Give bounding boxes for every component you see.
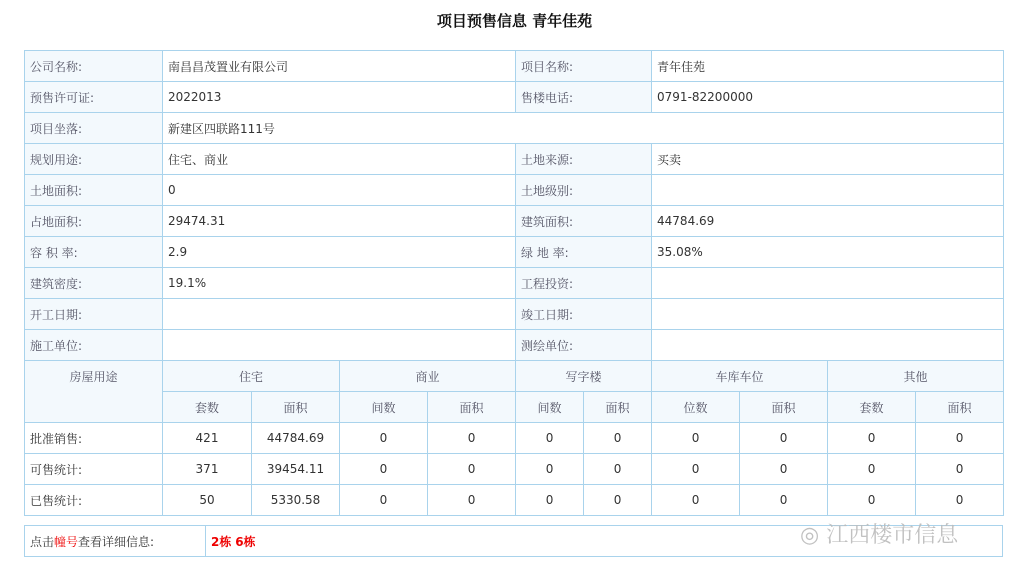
group-residential: 住宅 (163, 361, 340, 392)
subheader: 面积 (252, 392, 340, 423)
watermark (800, 518, 958, 549)
group-office: 写字楼 (516, 361, 652, 392)
permit-label: 预售许可证: (25, 82, 163, 113)
builder-label: 施工单位: (25, 330, 163, 361)
stats-cell: 0 (916, 485, 1004, 516)
stats-cell: 0 (516, 454, 584, 485)
start-label: 开工日期: (25, 299, 163, 330)
subheader: 位数 (652, 392, 740, 423)
company-label: 公司名称: (25, 51, 163, 82)
stats-row-label: 批准销售: (25, 423, 163, 454)
stats-cell: 0 (916, 454, 1004, 485)
stats-cell: 0 (428, 485, 516, 516)
stats-cell: 0 (340, 454, 428, 485)
group-other: 其他 (828, 361, 1004, 392)
project-label: 项目名称: (516, 51, 652, 82)
stats-cell: 0 (828, 485, 916, 516)
build-area-value: 44784.69 (652, 206, 1004, 237)
stats-cell: 0 (740, 454, 828, 485)
location-label: 项目坐落: (25, 113, 163, 144)
usage-header: 房屋用途 (25, 361, 163, 423)
phone-value: 0791-82200000 (652, 82, 1004, 113)
stats-cell: 0 (740, 485, 828, 516)
build-area-label: 建筑面积: (516, 206, 652, 237)
subheader: 间数 (340, 392, 428, 423)
stats-cell: 0 (916, 423, 1004, 454)
subheader: 面积 (428, 392, 516, 423)
links-prefix: 点击 (30, 534, 55, 549)
stats-cell: 421 (163, 423, 252, 454)
subheader: 套数 (828, 392, 916, 423)
land-source-label: 土地来源: (516, 144, 652, 175)
land-grade-value (652, 175, 1004, 206)
occupy-value: 29474.31 (163, 206, 516, 237)
land-grade-label: 土地级别: (516, 175, 652, 206)
stats-cell: 0 (740, 423, 828, 454)
stats-cell: 0 (340, 423, 428, 454)
stats-row-label: 可售统计: (25, 454, 163, 485)
finish-value (652, 299, 1004, 330)
stats-cell: 0 (340, 485, 428, 516)
stats-cell: 0 (652, 485, 740, 516)
stats-cell: 0 (584, 423, 652, 454)
far-value: 2.9 (163, 237, 516, 268)
stats-row (25, 423, 1004, 454)
stats-cell: 0 (516, 485, 584, 516)
project-info-table (24, 50, 1004, 516)
occupy-label: 占地面积: (25, 206, 163, 237)
density-label: 建筑密度: (25, 268, 163, 299)
far-label: 容 积 率: (25, 237, 163, 268)
stats-cell: 0 (828, 423, 916, 454)
stats-cell: 39454.11 (252, 454, 340, 485)
subheader: 面积 (584, 392, 652, 423)
stats-cell: 0 (652, 454, 740, 485)
survey-value (652, 330, 1004, 361)
location-value: 新建区四联路111号 (163, 113, 1004, 144)
building-link-2[interactable]: 2栋 (211, 534, 232, 549)
builder-value (163, 330, 516, 361)
watermark-text: 江西楼市信息 (826, 523, 959, 548)
subheader: 间数 (516, 392, 584, 423)
survey-label: 测绘单位: (516, 330, 652, 361)
stats-cell: 0 (828, 454, 916, 485)
subheader: 套数 (163, 392, 252, 423)
invest-label: 工程投资: (516, 268, 652, 299)
stats-cell: 0 (584, 485, 652, 516)
start-value (163, 299, 516, 330)
subheader: 面积 (740, 392, 828, 423)
project-value: 青年佳苑 (652, 51, 1004, 82)
stats-cell: 0 (652, 423, 740, 454)
permit-value: 2022013 (163, 82, 516, 113)
stats-cell: 0 (428, 454, 516, 485)
wechat-icon: ◎ (800, 523, 827, 548)
stats-row-label: 已售统计: (25, 485, 163, 516)
company-value: 南昌昌茂置业有限公司 (163, 51, 516, 82)
stats-row (25, 485, 1004, 516)
invest-value (652, 268, 1004, 299)
stats-row (25, 454, 1004, 485)
page-title: 项目预售信息 青年佳苑 (436, 12, 593, 30)
phone-label: 售楼电话: (516, 82, 652, 113)
usage-label: 规划用途: (25, 144, 163, 175)
usage-value: 住宅、商业 (163, 144, 516, 175)
stats-cell: 44784.69 (252, 423, 340, 454)
land-area-value: 0 (163, 175, 516, 206)
subheader: 面积 (916, 392, 1004, 423)
group-parking: 车库车位 (652, 361, 828, 392)
stats-cell: 50 (163, 485, 252, 516)
green-label: 绿 地 率: (516, 237, 652, 268)
group-commercial: 商业 (340, 361, 516, 392)
finish-label: 竣工日期: (516, 299, 652, 330)
links-highlight: 幢号 (54, 534, 79, 549)
stats-cell: 0 (428, 423, 516, 454)
stats-cell: 371 (163, 454, 252, 485)
building-link-6[interactable]: 6栋 (235, 534, 256, 549)
links-label (25, 526, 206, 557)
links-suffix: 查看详细信息: (78, 534, 155, 549)
green-value: 35.08% (652, 237, 1004, 268)
stats-cell: 0 (516, 423, 584, 454)
land-source-value: 买卖 (652, 144, 1004, 175)
stats-cell: 5330.58 (252, 485, 340, 516)
land-area-label: 土地面积: (25, 175, 163, 206)
density-value: 19.1% (163, 268, 516, 299)
stats-cell: 0 (584, 454, 652, 485)
